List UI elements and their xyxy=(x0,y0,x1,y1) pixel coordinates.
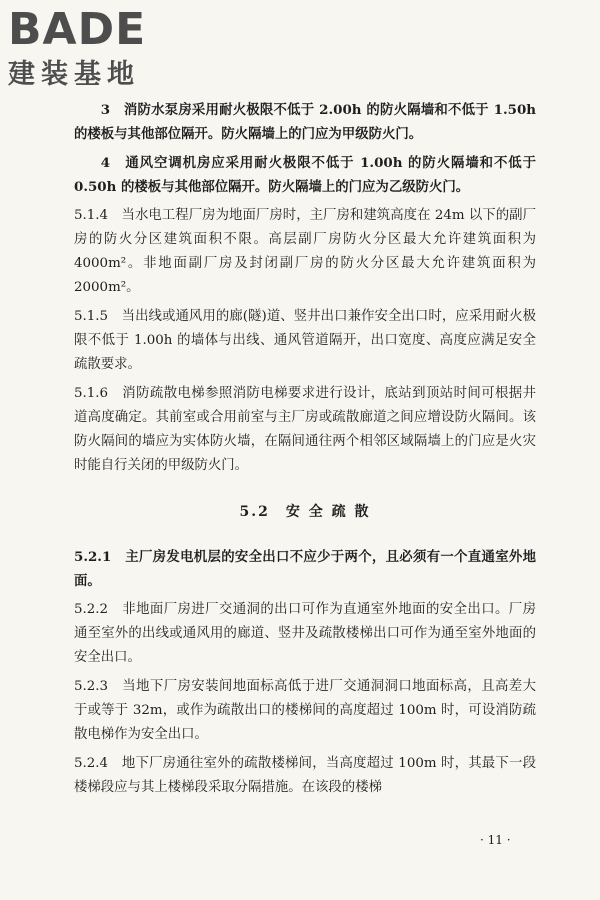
paragraph: 5.2.1 主厂房发电机层的安全出口不应少于两个，且必须有一个直通室外地面。 xyxy=(74,549,536,589)
paragraph: 5.2.4 地下厂房通往室外的疏散楼梯间，当高度超过 100m 时，其最下一段楼梯段应与其上楼梯段采取分隔措施。在该段的楼梯 xyxy=(74,756,536,795)
section-title: 5.2 安 全 疏 散 xyxy=(239,504,371,520)
page-number: · 11 · xyxy=(480,833,511,847)
logo xyxy=(8,4,178,96)
paragraph: 3 消防水泵房采用耐火极限不低于 2.00h 的防火隔墙和不低于 1.50h 的楼板与其他部位隔开。防火隔墙上的门应为甲级防火门。 xyxy=(74,102,536,142)
paragraph: 5.1.5 当出线或通风用的廊(隧)道、竖井出口兼作安全出口时，应采用耐火极限不低于 1.00h 的墙体与出线、通风管道隔开，出口宽度、高度应满足安全疏散要求。 xyxy=(74,309,536,372)
paragraph: 5.2.2 非地面厂房进厂交通洞的出口可作为直通室外地面的安全出口。厂房通至室外的出线或通风用的廊道、竖井及疏散楼梯出口可作为通至室外地面的安全出口。 xyxy=(74,602,536,665)
document-body xyxy=(74,98,536,805)
paragraph: 5.1.6 消防疏散电梯参照消防电梯要求进行设计，底站到顶站时间可根据井道高度确定。其前室或合用前室与主厂房或疏散廊道之间应增设防火隔间。该防火隔间的墙应为实体防火墙，在隔间通往两个相邻区域隔墙上的门应是火灾时能自行关闭的甲级防火门。 xyxy=(74,386,536,473)
logo-word: BADE xyxy=(8,4,147,55)
logo-subtitle: 建装基地 xyxy=(8,59,140,90)
paragraph: 5.1.4 当水电工程厂房为地面厂房时，主厂房和建筑高度在 24m 以下的副厂房的防火分区建筑面积不限。高层副厂房防火分区最大允许建筑面积为 4000m²。非地面副厂房及封闭副厂房的防火分区最大允许建筑面积为 2000m²。 xyxy=(74,208,536,295)
paragraph: 4 通风空调机房应采用耐火极限不低于 1.00h 的防火隔墙和不低于 0.50h 的楼板与其他部位隔开。防火隔墙上的门应为乙级防火门。 xyxy=(74,155,536,195)
paragraph: 5.2.3 当地下厂房安装间地面标高低于进厂交通洞洞口地面标高，且高差大于或等于 32m，或作为疏散出口的楼梯间的高度超过 100m 时，可设消防疏散电梯作为安全出口。 xyxy=(74,679,536,742)
